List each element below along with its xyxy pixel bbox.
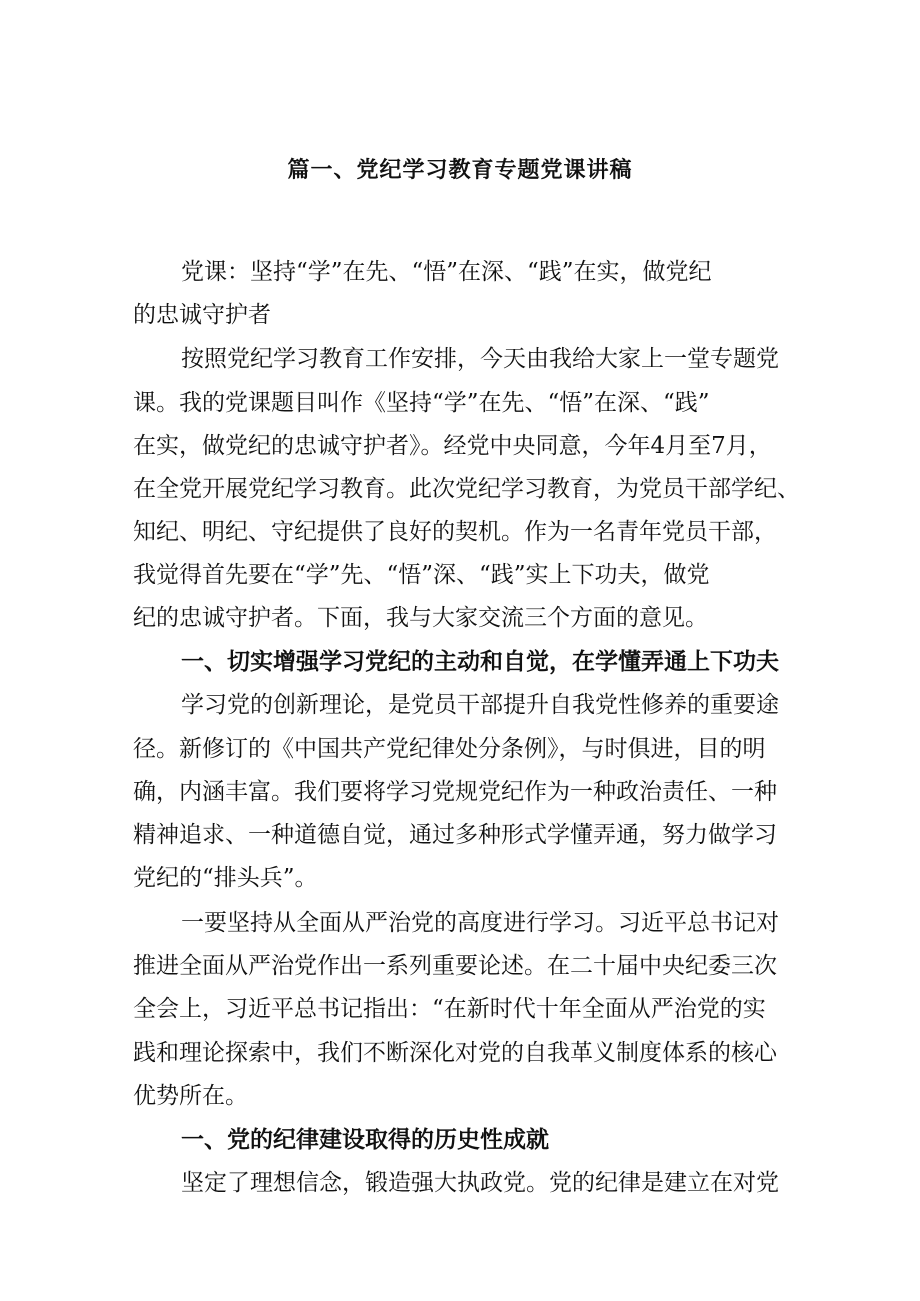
text-line: 坚定了理想信念，锻造强大执政党。党的纪律是建立在对党 bbox=[181, 1170, 779, 1196]
text-line: 践和理论探索中，我们不断深化对党的自我革义制度体系的核心 bbox=[133, 1040, 777, 1066]
text-line: 在全党开展党纪学习教育。此次党纪学习教育，为党员干部学纪、 bbox=[133, 476, 800, 502]
document-title: 篇一、党纪学习教育专题党课讲稿 bbox=[287, 157, 633, 183]
text-line: 推进全面从严治党作出一系列重要论述。在二十届中央纪委三次 bbox=[133, 953, 777, 979]
text-line: 的忠诚守护者 bbox=[133, 302, 271, 328]
text-line: 精神追求、一种道德自觉，通过多种形式学懂弄通，努力做学习 bbox=[133, 822, 777, 848]
text-line: 知纪、明纪、守纪提供了良好的契机。作为一名青年党员干部， bbox=[133, 519, 777, 545]
text-line: 学习党的创新理论，是党员干部提升自我党性修养的重要途 bbox=[181, 692, 779, 718]
text-line: 纪的忠诚守护者。下面，我与大家交流三个方面的意见。 bbox=[133, 605, 708, 631]
text-line: 课。我的党课题目叫作《坚持“学”在先、“悟”在深、“践” bbox=[133, 390, 710, 416]
text-line: 党课：坚持“学”在先、“悟”在深、“践”在实，做党纪 bbox=[181, 259, 712, 285]
text-line: 按照党纪学习教育工作安排，今天由我给大家上一堂专题党 bbox=[181, 346, 779, 372]
section-heading: 一、党的纪律建设取得的历史性成就 bbox=[181, 1126, 549, 1153]
text-line: 在实，做党纪的忠诚守护者》。经党中央同意，今年4月至7月， bbox=[133, 433, 772, 459]
text-line: 径。新修订的《中国共产党纪律处分条例》，与时俱进，目的明 bbox=[133, 736, 766, 762]
section-heading: 一、切实增强学习党纪的主动和自觉，在学懂弄通上下功夫 bbox=[181, 648, 779, 675]
text-line: 确，内涵丰富。我们要将学习党规党纪作为一种政治责任、一种 bbox=[133, 779, 777, 805]
text-line: 优势所在。 bbox=[133, 1083, 248, 1109]
text-line: 全会上，习近平总书记指出：“在新时代十年全面从严治党的实 bbox=[133, 996, 766, 1022]
text-line: 我觉得首先要在“学”先、“悟”深、“践”实上下功夫，做党 bbox=[133, 562, 710, 588]
text-line: 党纪的“排头兵”。 bbox=[133, 865, 318, 891]
text-line: 一要坚持从全面从严治党的高度进行学习。习近平总书记对 bbox=[181, 910, 779, 936]
